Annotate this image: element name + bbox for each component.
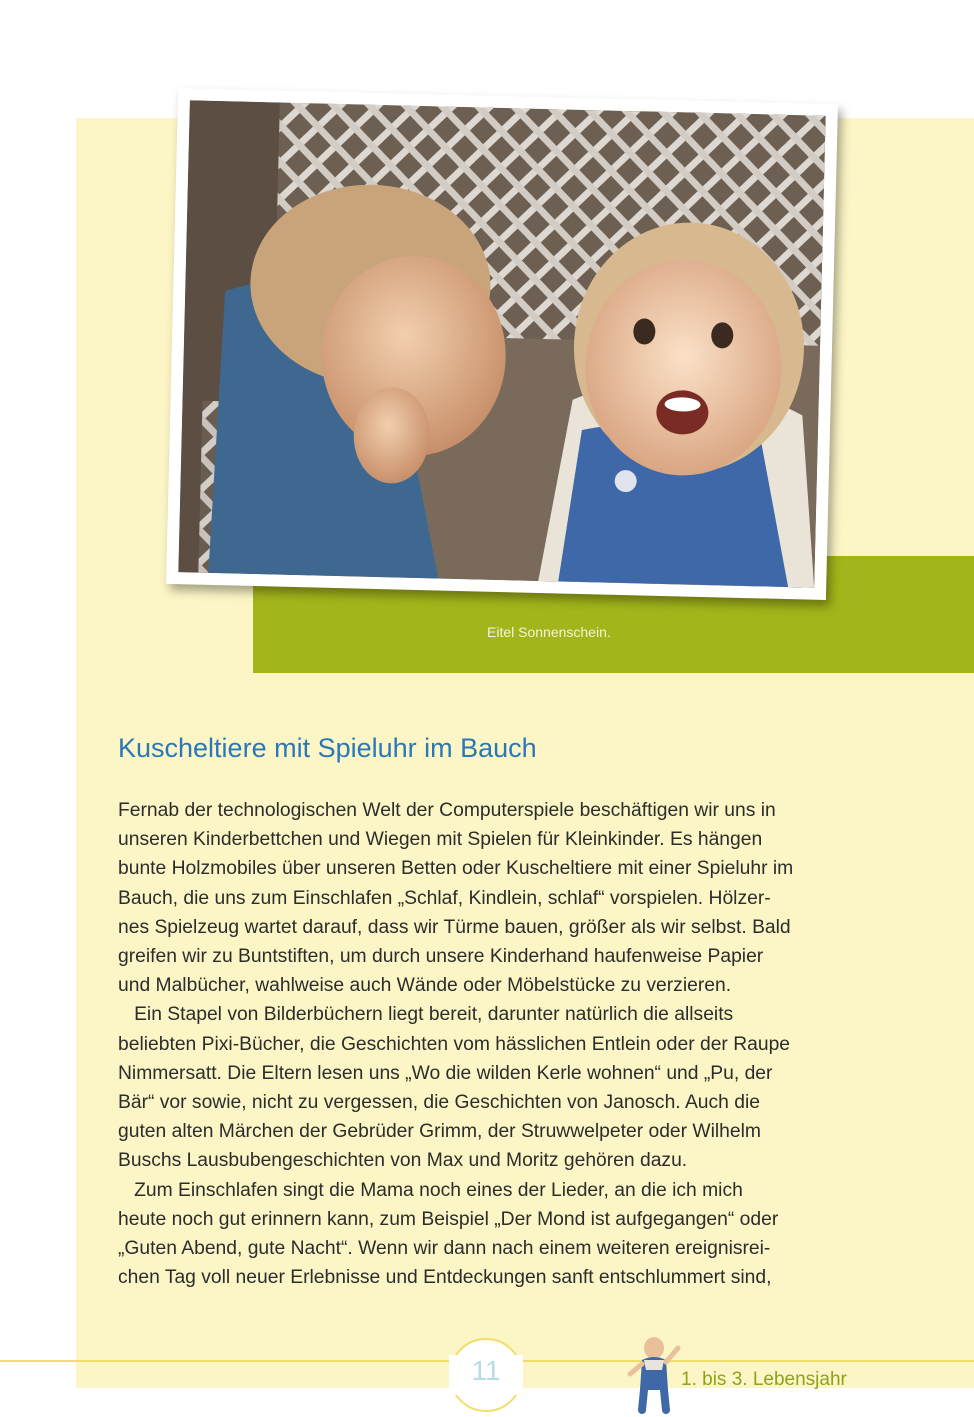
body-line: Ein Stapel von Bilderbüchern liegt bereit, darunter natürlich die allseits: [118, 1004, 734, 1026]
article-heading: Kuscheltiere mit Spieluhr im Bauch: [118, 733, 537, 763]
page-number: 11: [449, 1355, 523, 1395]
body-line: guten alten Märchen der Gebrüder Grimm, der Struwwelpeter oder Wilhelm: [118, 1121, 761, 1143]
body-line: Nimmersatt. Die Eltern lesen uns „Wo die wilden Kerle wohnen“ und „Pu, der: [118, 1062, 773, 1084]
body-line: beliebten Pixi-Bücher, die Geschichten vom hässlichen Entlein oder der Raupe: [118, 1033, 791, 1055]
body-line: Fernab der technologischen Welt der Computerspiele beschäftigen wir uns in: [118, 800, 776, 821]
photo-two-children: [178, 100, 825, 587]
photo-frame: [166, 88, 838, 600]
photo-caption: Eitel Sonnenschein.: [487, 624, 611, 640]
article-body: [118, 796, 858, 1292]
body-line: Zum Einschlafen singt die Mama noch eines der Lieder, an die ich mich: [118, 1179, 743, 1201]
body-line: und Malbücher, wahlweise auch Wände oder Möbelstücke zu verzieren.: [118, 975, 732, 997]
body-line: Buschs Lausbubengeschichten von Max und Moritz gehören dazu.: [118, 1150, 688, 1172]
body-line: greifen wir zu Buntstiften, um durch unsere Kinderhand haufenweise Papier: [118, 946, 764, 968]
body-line: chen Tag voll neuer Erlebnisse und Entdeckungen sanft entschlummert sind,: [118, 1267, 772, 1289]
body-line: heute noch gut erinnern kann, zum Beispiel „Der Mond ist aufgegangen“ oder: [118, 1208, 779, 1230]
body-line: nes Spielzeug wartet darauf, dass wir Türme bauen, größer als wir selbst. Bald: [118, 916, 791, 938]
body-line: unseren Kinderbettchen und Wiegen mit Spielen für Kleinkinder. Es hängen: [118, 829, 763, 851]
toddler-figure-icon: [624, 1334, 684, 1416]
body-line: bunte Holzmobiles über unseren Betten oder Kuscheltiere mit einer Spieluhr im: [118, 858, 794, 880]
body-line: Bär“ vor sowie, nicht zu vergessen, die Geschichten von Janosch. Auch die: [118, 1092, 760, 1114]
photo-illustration: [178, 100, 825, 587]
section-label: 1. bis 3. Lebensjahr: [681, 1369, 847, 1390]
body-line: Bauch, die uns zum Einschlafen „Schlaf, Kindlein, schlaf“ vorspielen. Hölzer-: [118, 887, 771, 909]
body-line: „Guten Abend, gute Nacht“. Wenn wir dann nach einem weiteren ereignisrei-: [118, 1238, 771, 1260]
